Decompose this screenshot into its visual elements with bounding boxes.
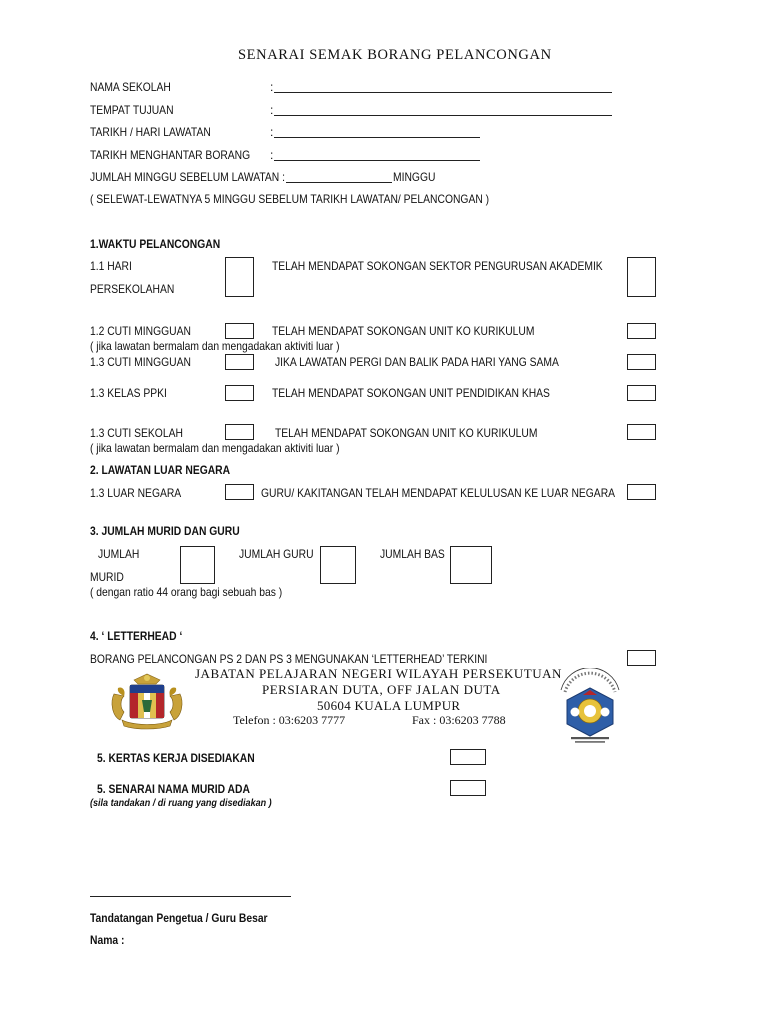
pendidikan-khas-checkbox[interactable] <box>627 385 656 401</box>
jumlah-murid-label-a: JUMLAH <box>98 547 140 561</box>
nama-sekolah-field[interactable] <box>274 92 612 93</box>
tandakan-note: (sila tandakan / di ruang yang disediakan ) <box>90 797 272 809</box>
section5a-number: 5. <box>97 751 106 765</box>
jumlah-murid-box[interactable] <box>180 546 215 584</box>
ratio-note: ( dengan ratio 44 orang bagi sebuah bas ) <box>90 585 283 599</box>
item-luar-negara-label: 1.3 LUAR NEGARA <box>90 486 182 500</box>
item-luar-negara-desc: GURU/ KAKITANGAN TELAH MENDAPAT KELULUSAN KE LUAR NEGARA <box>261 486 616 500</box>
jumlah-minggu-field[interactable] <box>286 182 392 183</box>
colon: : <box>270 103 274 117</box>
jumlah-minggu-label: JUMLAH MINGGU SEBELUM LAWATAN : <box>90 170 285 184</box>
senarai-nama-checkbox[interactable] <box>450 780 486 796</box>
signature-line[interactable] <box>90 896 291 897</box>
item-cuti-mingguan-2-desc: JIKA LAWATAN PERGI DAN BALIK PADA HARI YANG SAMA <box>275 355 559 369</box>
signature-label: Tandatangan Pengetua / Guru Besar <box>90 911 268 925</box>
colon: : <box>270 125 274 139</box>
tarikh-hantar-label: TARIKH MENGHANTAR BORANG <box>90 148 251 162</box>
section1-number: 1. <box>90 237 99 251</box>
item-cuti-sekolah-desc: TELAH MENDAPAT SOKONGAN UNIT KO KURIKULUM <box>275 426 538 440</box>
item-cuti-mingguan-desc: TELAH MENDAPAT SOKONGAN UNIT KO KURIKULUM <box>272 324 535 338</box>
hari-persekolahan-checkbox[interactable] <box>225 257 254 297</box>
jumlah-guru-label: JUMLAH GURU <box>239 547 314 561</box>
colon: : <box>270 80 274 94</box>
section2-heading: LAWATAN LUAR NEGARA <box>98 463 231 477</box>
nama-label: Nama : <box>90 933 125 947</box>
section5b-number: 5. <box>97 782 106 796</box>
page-title: SENARAI SEMAK BORANG PELANCONGAN <box>238 47 552 63</box>
luar-negara-checkbox[interactable] <box>225 484 254 500</box>
tarikh-hari-field[interactable] <box>274 137 480 138</box>
item-hari-label: 1.1 HARI <box>90 259 132 273</box>
senarai-nama-label: SENARAI NAMA MURID ADA <box>105 782 250 796</box>
letterhead-checkbox[interactable] <box>627 650 656 666</box>
malaysia-coat-of-arms-icon <box>108 672 186 732</box>
item-cuti-sekolah-note: ( jika lawatan bermalam dan mengadakan aktiviti luar ) <box>90 441 340 455</box>
hari-sama-checkbox[interactable] <box>627 354 656 370</box>
item-cuti-sekolah-label: 1.3 CUTI SEKOLAH <box>90 426 183 440</box>
jumlah-bas-label: JUMLAH BAS <box>380 547 445 561</box>
item-hari-desc: TELAH MENDAPAT SOKONGAN SEKTOR PENGURUSAN AKADEMIK <box>272 259 603 273</box>
jumlah-murid-label-b: MURID <box>90 570 124 584</box>
kelas-ppki-checkbox[interactable] <box>225 385 254 401</box>
tempat-tujuan-field[interactable] <box>274 115 612 116</box>
tarikh-hantar-field[interactable] <box>274 160 480 161</box>
jumlah-guru-box[interactable] <box>320 546 356 584</box>
tempat-tujuan-label: TEMPAT TUJUAN <box>90 103 174 117</box>
nama-sekolah-label: NAMA SEKOLAH <box>90 80 171 94</box>
kelulusan-checkbox[interactable] <box>627 484 656 500</box>
letterhead-desc: BORANG PELANCONGAN PS 2 DAN PS 3 MENGUNAKAN ‘LETTERHEAD’ TERKINI <box>90 652 488 666</box>
section3-heading: JUMLAH MURID DAN GURU <box>98 524 240 538</box>
minggu-note: ( SELEWAT-LEWATNYA 5 MINGGU SEBELUM TARIKH LAWATAN/ PELANCONGAN ) <box>90 192 490 206</box>
letterhead-line3: 50604 KUALA LUMPUR <box>317 698 461 713</box>
section4-number: 4. <box>90 629 99 643</box>
colon: : <box>270 148 274 162</box>
section1-heading: WAKTU PELANCONGAN <box>98 237 221 251</box>
tarikh-hari-label: TARIKH / HARI LAWATAN <box>90 125 211 139</box>
letterhead-line2: PERSIARAN DUTA, OFF JALAN DUTA <box>262 682 501 697</box>
cuti-mingguan-2-checkbox[interactable] <box>225 354 254 370</box>
section2-number: 2. <box>90 463 99 477</box>
kertas-kerja-label: KERTAS KERJA DISEDIAKAN <box>105 751 255 765</box>
item-cuti-mingguan-note: ( jika lawatan bermalam dan mengadakan aktiviti luar ) <box>90 339 340 353</box>
kertas-kerja-checkbox[interactable] <box>450 749 486 765</box>
section4-heading: ‘ LETTERHEAD ‘ <box>98 629 183 643</box>
kokurikulum-checkbox[interactable] <box>627 323 656 339</box>
item-cuti-mingguan-label: 1.2 CUTI MINGGUAN <box>90 324 191 338</box>
letterhead-line1: JABATAN PELAJARAN NEGERI WILAYAH PERSEKUTUAN <box>195 666 562 681</box>
letterhead-tel: Telefon : 03:6203 7777 <box>233 713 346 727</box>
item-cuti-mingguan-2-label: 1.3 CUTI MINGGUAN <box>90 355 191 369</box>
item-kelas-ppki-label: 1.3 KELAS PPKI <box>90 386 167 400</box>
section3-number: 3. <box>90 524 99 538</box>
cuti-mingguan-checkbox[interactable] <box>225 323 254 339</box>
jpnwp-school-logo-icon <box>555 668 625 744</box>
letterhead-fax: Fax : 03:6203 7788 <box>412 713 506 727</box>
minggu-label: MINGGU <box>393 170 436 184</box>
cuti-sekolah-checkbox[interactable] <box>225 424 254 440</box>
kokurikulum-2-checkbox[interactable] <box>627 424 656 440</box>
akademik-checkbox[interactable] <box>627 257 656 297</box>
jumlah-bas-box[interactable] <box>450 546 492 584</box>
item-persekolahan-label: PERSEKOLAHAN <box>90 282 175 296</box>
item-kelas-ppki-desc: TELAH MENDAPAT SOKONGAN UNIT PENDIDIKAN KHAS <box>272 386 550 400</box>
